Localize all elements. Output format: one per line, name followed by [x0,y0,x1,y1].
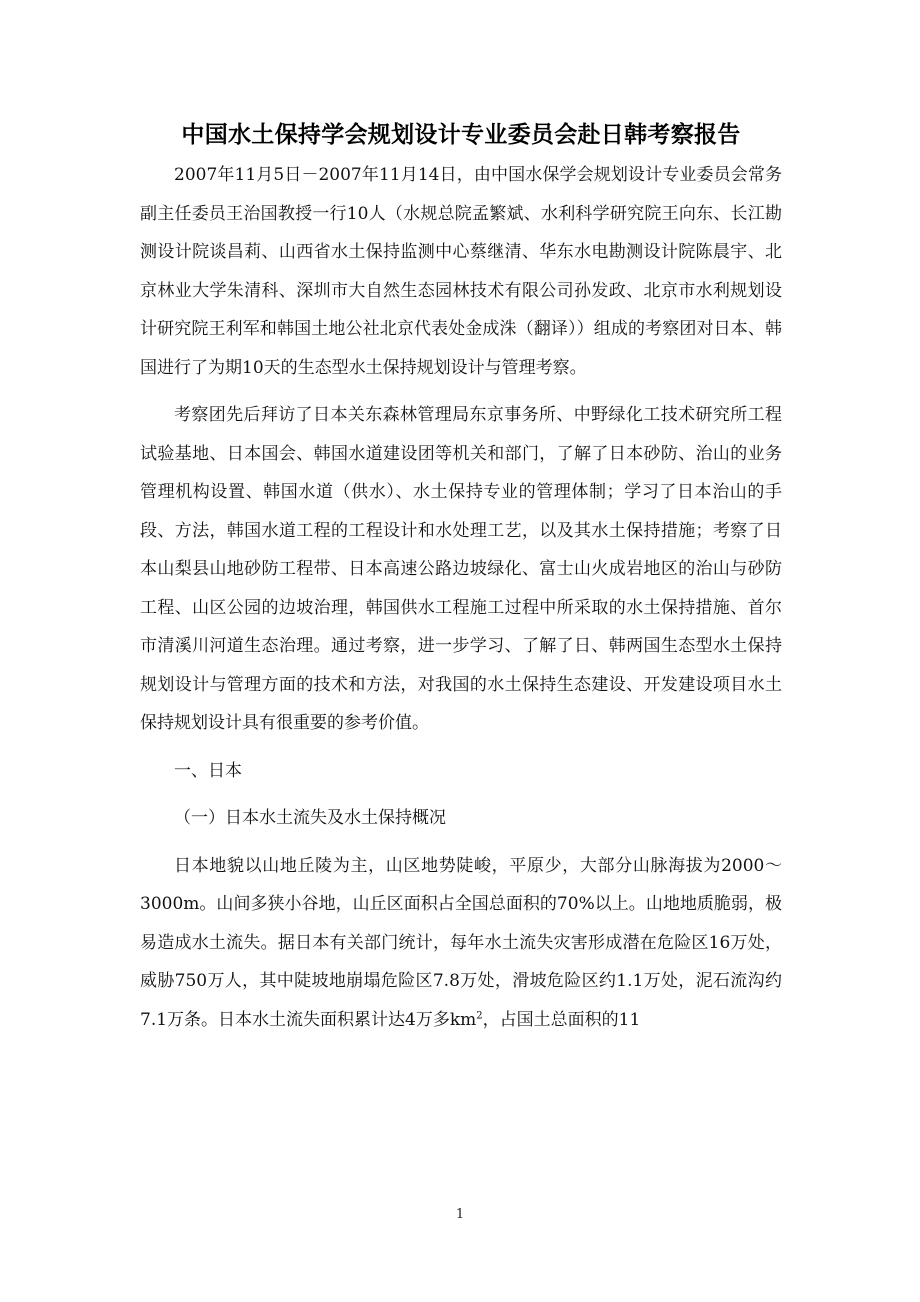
document-title: 中国水土保持学会规划设计专业委员会赴日韩考察报告 [181,122,741,148]
section-heading-japan: 一、日本 [174,760,242,781]
document-body [140,118,782,1039]
superscript-square: 2 [476,1009,483,1021]
page-number: 1 [455,1207,465,1222]
intro-paragraph: 2007年11月5日－2007年11月14日，由中国水保学会规划设计专业委员会常务副主任委员王治国教授一行10人（水规总院孟繁斌、水利科学研究院王向东、长江勘测设计院谈昌莉、山西省水土保持监测中心蔡继清、华东水电勘测设计院陈晨宇、北京林业大学朱清科、深圳市大自然生态园林技术有限公司孙发政、北京市水利规划设计研究院王利军和韩国土地公社北京代表处金成洙（翻译））组成的考察团对日本、韩国进行了为期10天的生态型水土保持规划设计与管理考察。 [140,165,782,378]
japan-overview-tail: ，占国土总面积的11 [482,1009,641,1030]
subsection-heading-overview: （一）日本水土流失及水土保持概况 [174,808,446,828]
japan-overview-text: 日本地貌以山地丘陵为主，山区地势陡峻，平原少，大部分山脉海拔为2000～3000m。山间多狭小谷地，山丘区面积占全国总面积的70%以上。山地地质脆弱，极易造成水土流失。据日本有关部门统计，每年水土流失灾害形成潜在危险区16万处，威胁750万人，其中陡坡地崩塌危险区7.8万处，滑坡危险区约1.1万处，泥石流沟约7.1万条。日本水土流失面积累计达4万多km [140,855,782,1030]
visit-summary-paragraph: 考察团先后拜访了日本关东森林管理局东京事务所、中野绿化工技术研究所工程试验基地、日本国会、韩国水道建设团等机关和部门，了解了日本砂防、治山的业务管理机构设置、韩国水道（供水）、水土保持专业的管理体制；学习了日本治山的手段、方法，韩国水道工程的工程设计和水处理工艺，以及其水土保持措施；考察了日本山梨县山地砂防工程带、日本高速公路边坡绿化、富士山火成岩地区的治山与砂防工程、山区公园的边坡治理，韩国供水工程施工过程中所采取的水土保持措施、首尔市清溪川河道生态治理。通过考察，进一步学习、了解了日、韩两国生态型水土保持规划设计与管理方面的技术和方法，对我国的水土保持生态建设、开发建设项目水土保持规划设计具有很重要的参考价值。 [140,405,782,733]
japan-overview-paragraph [140,847,782,1040]
